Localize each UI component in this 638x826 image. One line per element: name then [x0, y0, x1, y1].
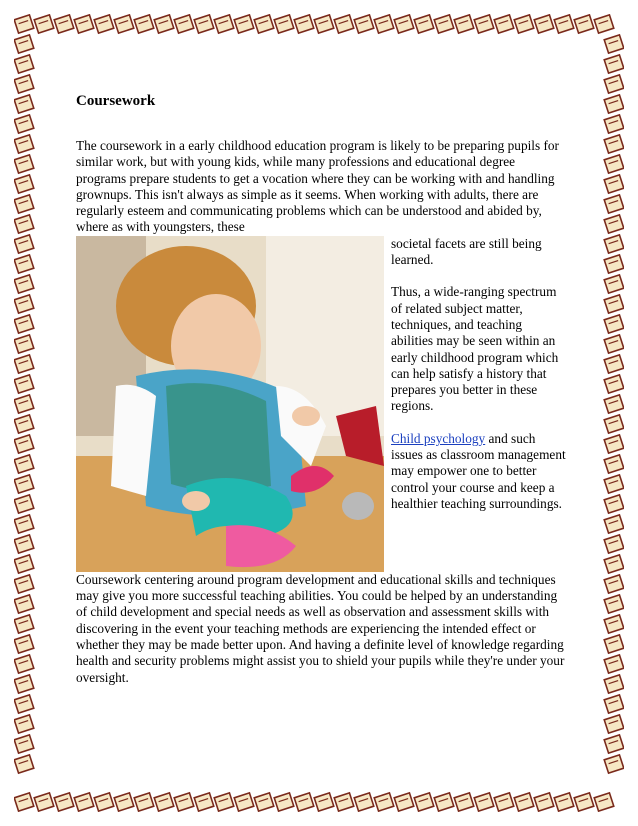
border-book-icon	[604, 495, 624, 513]
intro-paragraph: The coursework in a early childhood education program is likely to be preparing pupils for similar work, but with young kids, while many professions and educational degree programs prepare students to get a vocation where they can be working with and handling grownups. This isn't always as simple as it seems. When working with adults, there are regularly esteem and communicating problems which can be understood and abided by, where as with youngsters, these	[76, 138, 559, 235]
border-book-icon	[14, 735, 34, 753]
border-book-icon	[14, 455, 34, 473]
border-book-icon	[14, 475, 34, 493]
border-book-icon	[14, 395, 34, 413]
border-book-icon	[414, 15, 434, 33]
border-book-icon	[14, 275, 34, 293]
border-book-icon	[14, 135, 34, 153]
border-book-icon	[604, 695, 624, 713]
border-book-icon	[54, 15, 74, 33]
child-playing-clay-photo	[76, 236, 384, 572]
border-book-icon	[604, 35, 624, 53]
border-book-icon	[14, 55, 34, 73]
border-book-icon	[14, 195, 34, 213]
border-book-icon	[604, 435, 624, 453]
page-title: Coursework	[76, 93, 156, 109]
border-book-icon	[14, 695, 34, 713]
border-book-icon	[604, 115, 624, 133]
side-paragraph-3-text: and such issues as classroom management may empower one to better control your course and keep a healthier teaching surroundings.	[391, 430, 566, 511]
side-paragraph-1: societal facets are still being learned.	[391, 235, 542, 268]
border-book-icon	[554, 793, 574, 811]
border-book-icon	[14, 155, 34, 173]
border-book-icon	[14, 75, 34, 93]
border-book-icon	[604, 75, 624, 93]
border-book-icon	[14, 635, 34, 653]
border-book-icon	[274, 15, 294, 33]
border-book-icon	[34, 15, 54, 33]
border-book-icon	[14, 535, 34, 553]
border-book-icon	[214, 15, 234, 33]
border-book-icon	[274, 793, 294, 811]
border-book-icon	[574, 793, 594, 811]
border-book-icon	[134, 15, 154, 33]
side-paragraph-2: Thus, a wide-ranging spectrum of related subject matter, techniques, and teaching abilities may be seen within an early childhood program which can help satisfy a history that prepares you better in these regions.	[391, 284, 559, 414]
border-book-icon	[234, 15, 254, 33]
border-book-icon	[14, 375, 34, 393]
border-book-icon	[434, 793, 454, 811]
border-book-icon	[354, 793, 374, 811]
border-book-icon	[14, 675, 34, 693]
border-book-icon	[554, 15, 574, 33]
border-book-icon	[604, 175, 624, 193]
border-book-icon	[14, 595, 34, 613]
border-book-icon	[94, 15, 114, 33]
border-book-icon	[604, 595, 624, 613]
border-book-icon	[604, 215, 624, 233]
border-book-icon	[454, 15, 474, 33]
border-book-icon	[494, 15, 514, 33]
border-book-icon	[14, 315, 34, 333]
border-book-icon	[254, 793, 274, 811]
border-book-icon	[604, 515, 624, 533]
border-book-icon	[604, 55, 624, 73]
border-book-icon	[114, 15, 134, 33]
border-book-icon	[604, 255, 624, 273]
border-book-icon	[594, 15, 614, 33]
border-book-icon	[604, 555, 624, 573]
side-column	[391, 236, 566, 528]
side-paragraph-3	[391, 431, 566, 512]
border-book-icon	[574, 15, 594, 33]
border-book-icon	[74, 793, 94, 811]
border-book-icon	[14, 215, 34, 233]
border-book-icon	[114, 793, 134, 811]
border-book-icon	[334, 15, 354, 33]
border-book-icon	[604, 295, 624, 313]
border-book-icon	[604, 535, 624, 553]
border-book-icon	[474, 15, 494, 33]
border-book-icon	[314, 793, 334, 811]
border-book-icon	[254, 15, 274, 33]
border-book-icon	[604, 415, 624, 433]
border-book-icon	[14, 175, 34, 193]
border-book-icon	[604, 615, 624, 633]
border-book-icon	[434, 15, 454, 33]
border-book-icon	[314, 15, 334, 33]
border-book-icon	[374, 15, 394, 33]
border-book-icon	[14, 295, 34, 313]
border-book-icon	[394, 793, 414, 811]
border-book-icon	[604, 195, 624, 213]
border-book-icon	[494, 793, 514, 811]
border-book-icon	[154, 793, 174, 811]
border-book-icon	[604, 355, 624, 373]
border-book-icon	[514, 15, 534, 33]
border-book-icon	[14, 35, 34, 53]
border-book-icon	[14, 95, 34, 113]
border-book-icon	[604, 455, 624, 473]
document-body	[76, 92, 566, 686]
border-book-icon	[14, 255, 34, 273]
border-book-icon	[334, 793, 354, 811]
border-book-icon	[34, 793, 54, 811]
border-book-icon	[14, 793, 34, 811]
border-book-icon	[174, 793, 194, 811]
border-book-icon	[604, 635, 624, 653]
border-book-icon	[134, 793, 154, 811]
border-book-icon	[14, 515, 34, 533]
border-book-icon	[594, 793, 614, 811]
border-book-icon	[14, 755, 34, 773]
border-book-icon	[534, 793, 554, 811]
border-book-icon	[604, 155, 624, 173]
border-book-icon	[454, 793, 474, 811]
border-book-icon	[294, 793, 314, 811]
border-book-icon	[294, 15, 314, 33]
border-book-icon	[14, 655, 34, 673]
border-book-icon	[354, 15, 374, 33]
border-book-icon	[14, 435, 34, 453]
border-book-icon	[474, 793, 494, 811]
border-book-icon	[604, 575, 624, 593]
border-book-icon	[14, 715, 34, 733]
closing-paragraph: Coursework centering around program development and educational skills and techniques may give you more successful teaching abilities. You could be helped by an understanding of child development and special needs as well as observation and assessment skills with discovering in the event your teaching methods are experiencing the intended effect or whether they may be made better upon. And having a definite level of knowledge regarding health and security problems might assist you to shield your pupils while they're under your oversight.	[76, 571, 565, 685]
border-book-icon	[214, 793, 234, 811]
border-book-icon	[514, 793, 534, 811]
border-book-icon	[604, 375, 624, 393]
border-book-icon	[94, 793, 114, 811]
border-book-icon	[14, 615, 34, 633]
border-book-icon	[74, 15, 94, 33]
border-book-icon	[14, 555, 34, 573]
border-book-icon	[174, 15, 194, 33]
border-book-icon	[604, 675, 624, 693]
border-book-icon	[14, 575, 34, 593]
border-book-icon	[14, 495, 34, 513]
border-book-icon	[604, 135, 624, 153]
border-book-icon	[604, 335, 624, 353]
border-book-icon	[14, 335, 34, 353]
border-book-icon	[604, 235, 624, 253]
border-book-icon	[14, 415, 34, 433]
photo-with-text	[76, 236, 566, 576]
border-book-icon	[534, 15, 554, 33]
border-book-icon	[604, 655, 624, 673]
border-book-icon	[14, 115, 34, 133]
border-book-icon	[14, 235, 34, 253]
border-book-icon	[604, 755, 624, 773]
border-book-icon	[154, 15, 174, 33]
border-book-icon	[234, 793, 254, 811]
border-book-icon	[604, 275, 624, 293]
border-book-icon	[604, 395, 624, 413]
border-book-icon	[194, 15, 214, 33]
border-book-icon	[414, 793, 434, 811]
border-book-icon	[374, 793, 394, 811]
border-book-icon	[604, 475, 624, 493]
border-book-icon	[14, 15, 34, 33]
border-book-icon	[54, 793, 74, 811]
border-book-icon	[394, 15, 414, 33]
border-book-icon	[604, 315, 624, 333]
border-book-icon	[14, 355, 34, 373]
child-psychology-link[interactable]: Child psychology	[391, 430, 486, 446]
border-book-icon	[194, 793, 214, 811]
border-book-icon	[604, 95, 624, 113]
border-book-icon	[604, 735, 624, 753]
border-book-icon	[604, 715, 624, 733]
